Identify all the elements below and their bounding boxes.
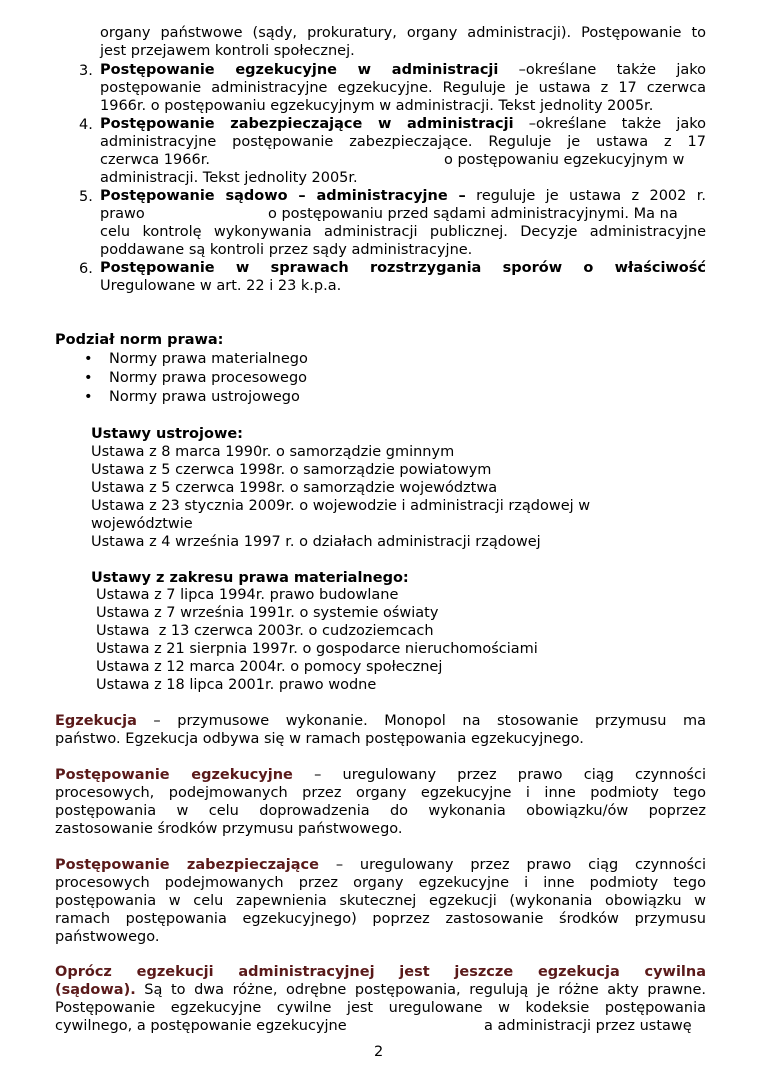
intro-line: organy państwowe (sądy, prokuratury, organy administracji). Postępowanie to (100, 25, 706, 41)
definition-line: cywilnego, a postępowanie egzekucyjne (55, 1018, 347, 1034)
law-line: Ustawa z 23 stycznia 2009r. o wojewodzie i administracji rządowej w (91, 498, 591, 514)
list-item-line: poddawane są kontroli przez sądy administracyjne. (100, 242, 473, 258)
law-line: Ustawa z 21 sierpnia 1997r. o gospodarce nieruchomościami (96, 641, 538, 657)
law-line: Ustawa z 8 marca 1990r. o samorządzie gminnym (91, 444, 455, 460)
bullet-icon: • (84, 351, 93, 367)
definition-postepowanie-egzekucyjne: Postępowanie egzekucyjne – uregulowany przez prawo ciąg czynności (55, 767, 706, 783)
definition-line: państwo. Egzekucja odbywa się w ramach postępowania egzekucyjnego. (55, 731, 584, 747)
law-line: Ustawa z 4 września 1997 r. o działach administracji rządowej (91, 534, 541, 550)
list-item-line: Uregulowane w art. 22 i 23 k.p.a. (100, 278, 342, 294)
bullet-icon: • (84, 389, 93, 405)
list-item-line: prawo (100, 206, 145, 222)
definition-line: postępowania w celu zapewnienia skutecznej egzekucji (wykonania obowiązku w (55, 893, 706, 909)
list-item-line: 1966r. o postępowaniu egzekucyjnym w administracji. Tekst jednolity 2005r. (100, 98, 654, 114)
law-line: województwie (91, 516, 193, 532)
definition-egzekucja: Egzekucja – przymusowe wykonanie. Monopol na stosowanie przymusu ma (55, 713, 706, 729)
law-line: Ustawa z 7 września 1991r. o systemie oświaty (96, 605, 439, 621)
bullet-item: Normy prawa materialnego (109, 351, 308, 367)
definition-postepowanie-zabezpieczajace: Postępowanie zabezpieczające – uregulowany przez prawo ciąg czynności (55, 857, 706, 873)
definition-line: zastosowanie środków przymusu państwowego. (55, 821, 403, 837)
law-line: Ustawa z 5 czerwca 1998r. o samorządzie województwa (91, 480, 498, 496)
bullet-item: Normy prawa ustrojowego (109, 389, 300, 405)
subsection-heading: Ustawy z zakresu prawa materialnego: (91, 570, 409, 586)
list-item-4: Postępowanie zabezpieczające w administracji –określane także jako (100, 116, 707, 132)
intro-line: jest przejawem kontroli społecznej. (100, 43, 355, 59)
list-item-line: o postępowaniu egzekucyjnym w (444, 152, 685, 168)
list-item-line: administracyjne postępowanie zabezpieczające. Reguluje je ustawa z 17 (100, 134, 706, 150)
law-line: Ustawa z 5 czerwca 1998r. o samorządzie powiatowym (91, 462, 492, 478)
subsection-heading: Ustawy ustrojowe: (91, 426, 243, 442)
list-item-3: Postępowanie egzekucyjne w administracji –określane także jako (100, 62, 707, 78)
definition-line: państwowego. (55, 929, 160, 945)
list-number: 5. (79, 189, 93, 205)
list-item-line: postępowanie administracyjne egzekucyjne. Reguluje je ustawa z 17 czerwca (100, 80, 706, 96)
list-item-line: o postępowaniu przed sądami administracyjnymi. Ma na (268, 206, 678, 222)
law-line: Ustawa z 13 czerwca 2003r. o cudzoziemcach (96, 623, 434, 639)
list-item-5: Postępowanie sądowo – administracyjne – reguluje je ustawa z 2002 r. (100, 188, 707, 204)
definition-line: procesowych podejmowanych przez organy egzekucyjne i inne podmioty tego (55, 875, 706, 891)
list-item-line: celu kontrolę wykonywania administracji publicznej. Decyzje administracyjne (100, 224, 706, 240)
law-line: Ustawa z 18 lipca 2001r. prawo wodne (96, 677, 377, 693)
list-item-line: czerwca 1966r. (100, 152, 210, 168)
list-number: 3. (79, 63, 93, 79)
section-heading: Podział norm prawa: (55, 332, 224, 348)
list-number: 4. (79, 117, 93, 133)
definition-oprocz: Oprócz egzekucji administracyjnej jest jeszcze egzekucja cywilna (55, 964, 706, 980)
list-item-line: administracji. Tekst jednolity 2005r. (100, 170, 358, 186)
list-number: 6. (79, 261, 93, 277)
list-item-6: Postępowanie w sprawach rozstrzygania sporów o właściwość (100, 260, 706, 276)
definition-line: (sądowa). Są to dwa różne, odrębne postępowania, regulują je różne akty prawne. (55, 982, 706, 998)
definition-line: procesowych, podejmowanych przez organy egzekucyjne i inne podmioty tego (55, 785, 706, 801)
bullet-icon: • (84, 370, 93, 386)
law-line: Ustawa z 12 marca 2004r. o pomocy społecznej (96, 659, 443, 675)
law-line: Ustawa z 7 lipca 1994r. prawo budowlane (96, 587, 399, 603)
definition-line: Postępowanie egzekucyjne cywilne jest uregulowane w kodeksie postępowania (55, 1000, 706, 1016)
page-number: 2 (374, 1044, 384, 1060)
definition-line: ramach postępowania egzekucyjnego) poprzez zastosowanie środków przymusu (55, 911, 706, 927)
definition-line: a administracji przez ustawę (484, 1018, 692, 1034)
definition-line: postępowania w celu doprowadzenia do wykonania obowiązku/ów poprzez (55, 803, 706, 819)
bullet-item: Normy prawa procesowego (109, 370, 308, 386)
